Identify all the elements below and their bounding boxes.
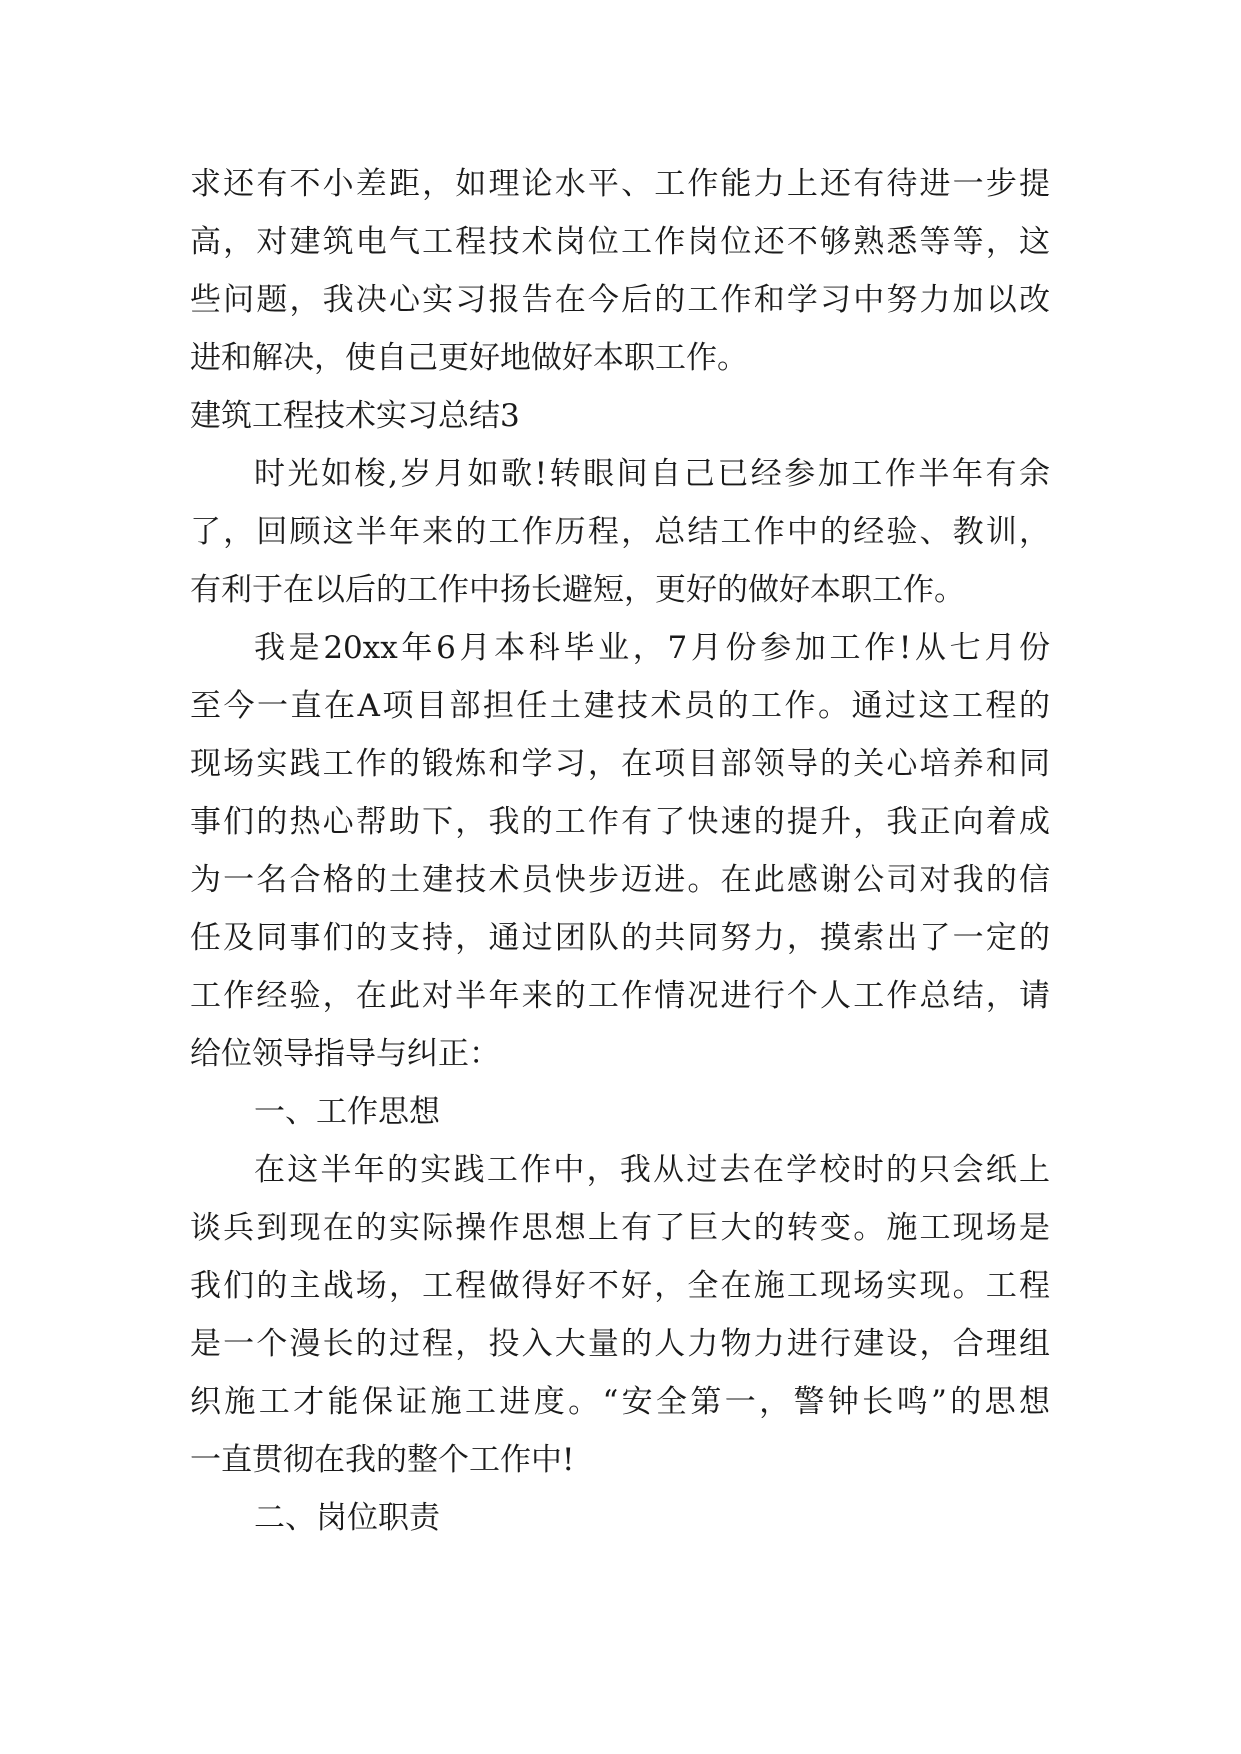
text-line: 我是20xx年6月本科毕业，7月份参加工作!从七月份 xyxy=(254,630,1050,666)
text-line: 了，回顾这半年来的工作历程，总结工作中的经验、教训， xyxy=(190,514,1050,550)
text-line: 给位领导指导与纠正： xyxy=(190,1036,500,1072)
text-line: 为一名合格的土建技术员快步迈进。在此感谢公司对我的信 xyxy=(190,862,1050,898)
text-line: 织施工才能保证施工进度。“安全第一，警钟长鸣”的思想 xyxy=(190,1384,1050,1420)
heading-work-thought: 一、工作思想 xyxy=(254,1094,440,1130)
text-line: 事们的热心帮助下，我的工作有了快速的提升，我正向着成 xyxy=(190,804,1050,840)
text-line: 是一个漫长的过程，投入大量的人力物力进行建设，合理组 xyxy=(190,1326,1050,1362)
paragraph-previous xyxy=(190,155,1050,387)
text-line: 有利于在以后的工作中扬长避短，更好的做好本职工作。 xyxy=(190,572,965,608)
paragraph-intro xyxy=(190,445,1050,619)
paragraph-background xyxy=(190,619,1050,1083)
paragraph-thought xyxy=(190,1141,1050,1489)
heading-job-duties: 二、岗位职责 xyxy=(254,1500,440,1536)
text-line: 在这半年的实践工作中，我从过去在学校时的只会纸上 xyxy=(254,1152,1050,1188)
text-line: 些问题，我决心实习报告在今后的工作和学习中努力加以改 xyxy=(190,282,1050,318)
text-line: 一直贯彻在我的整个工作中! xyxy=(190,1442,575,1478)
text-line: 时光如梭,岁月如歌!转眼间自己已经参加工作半年有余 xyxy=(254,456,1050,492)
text-line: 求还有不小差距，如理论水平、工作能力上还有待进一步提 xyxy=(190,166,1050,202)
text-line: 谈兵到现在的实际操作思想上有了巨大的转变。施工现场是 xyxy=(190,1210,1050,1246)
text-line: 任及同事们的支持，通过团队的共同努力，摸索出了一定的 xyxy=(190,920,1050,956)
text-line: 进和解决，使自己更好地做好本职工作。 xyxy=(190,340,748,376)
section-title: 建筑工程技术实习总结3 xyxy=(190,398,520,434)
text-line: 工作经验，在此对半年来的工作情况进行个人工作总结，请 xyxy=(190,978,1050,1014)
text-line: 现场实践工作的锻炼和学习，在项目部领导的关心培养和同 xyxy=(190,746,1050,782)
text-line: 我们的主战场，工程做得好不好，全在施工现场实现。工程 xyxy=(190,1268,1050,1304)
text-line: 高，对建筑电气工程技术岗位工作岗位还不够熟悉等等，这 xyxy=(190,224,1050,260)
document-body xyxy=(190,155,1050,1547)
text-line: 至今一直在A项目部担任土建技术员的工作。通过这工程的 xyxy=(190,688,1050,724)
